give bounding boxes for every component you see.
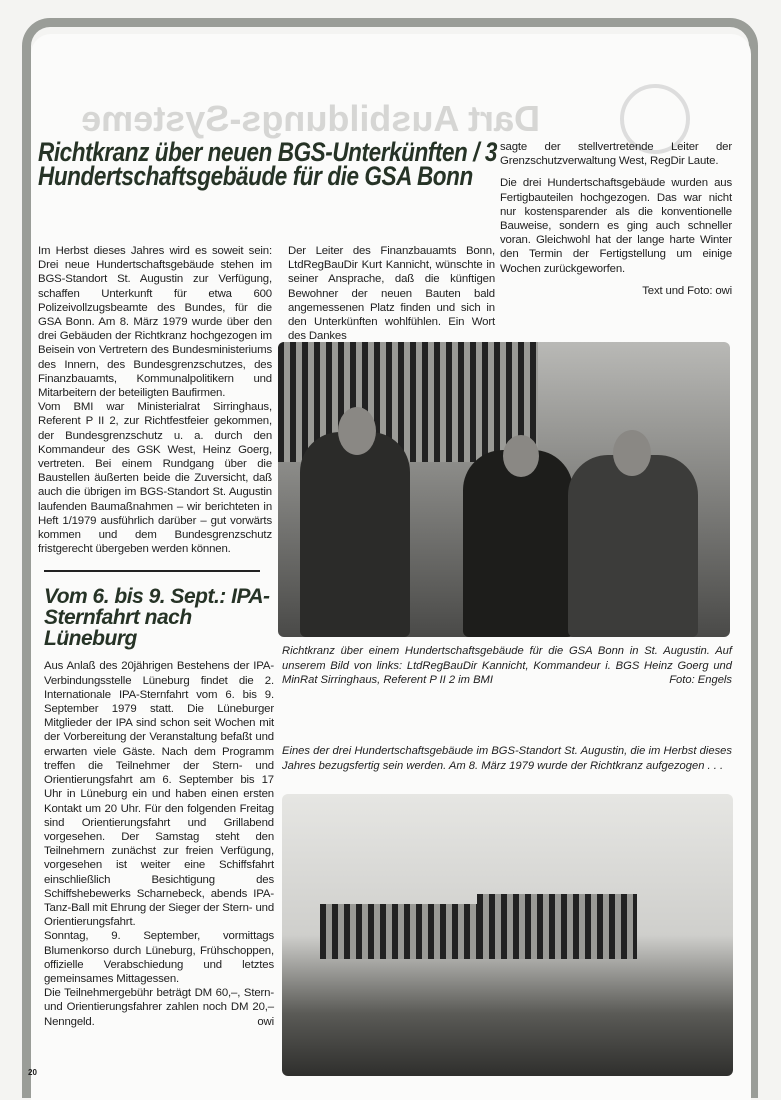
caption-text: Richtkranz über einem Hundertschaftsgebäude für die GSA Bonn in St. Augustin. Auf unserem Bild von links: LtdRegBauDir Kannicht, Kommandeur i. BGS Heinz Goerg und MinRat Sirringhaus, Referent P II 2 im BMI [282, 645, 732, 687]
photo-credit: Text und Foto: owi [642, 284, 732, 297]
divider [44, 570, 260, 572]
paragraph: Im Herbst dieses Jahres wird es soweit sein: Drei neue Hundertschaftsgebäude stehen im BGS-Standort St. Augustin zur Verfügung, schaffen Unterkunft für etwa 600 Polizeivollzugsbeamte des Bundes, für die GSA Bonn. Am 8. März 1979 wurde über den drei Gebäuden der Richtkranz hochgezogen im Beisein von Vertretern des Bundesministeriums des Innern, des Bundesgrenzschutzes, des Finanzbauamts, Kommunalpolitikern und Mitarbeitern der beteiligten Baufirmen. [38, 245, 272, 400]
page-number: 20 [28, 1068, 37, 1077]
paragraph: Die drei Hundertschaftsgebäude wurden aus Fertigbauteilen hochgezogen. Das war nicht nur kostensparender als die konventionelle Bauweise, sondern es ging auch schneller voran. Gleichwohl hat der lange harte Winter den Termin der Fertigstellung um einige Wochen zurückgeworfen. [500, 177, 732, 275]
article-headline: Vom 6. bis 9. Sept.: IPA-Sternfahrt nach Lüneburg [44, 585, 270, 651]
photo-caption: Eines der drei Hundertschaftsgebäude im BGS-Standort St. Augustin, die im Herbst dieses Jahres bezugsfertig sein werden. Am 8. März 1979 wurde der Richtkranz aufgezogen . . . [282, 745, 732, 772]
photo-officials-at-construction-site [278, 342, 730, 637]
paragraph: Sonntag, 9. September, vormittags Blumenkorso durch Lüneburg, Frühschoppen, offizielle Verabschiedung und letztes gemeinsames Mittagessen. [44, 930, 274, 985]
article-column-3 [500, 140, 732, 298]
article-headline: Richtkranz über neuen BGS-Unterkünften / 3 Hundertschaftsgebäude für die GSA Bonn [38, 137, 497, 191]
person-figure [300, 432, 410, 637]
paragraph: Der Leiter des Finanzbauamts Bonn, LtdRegBauDir Kurt Kannicht, wünschte in seiner Ansprache, daß die künftigen Bewohner der neuen Bauten bald angemessenen Platz finden und sich in den Unterkünften wohlfühlen. Ein Wort des Dankes [288, 245, 495, 343]
paragraph: Aus Anlaß des 20jährigen Bestehens der IPA-Verbindungsstelle Lüneburg findet die 2. Internationale IPA-Sternfahrt vom 6. bis 9. September 1979 statt. Die Lüneburger Mitglieder der IPA sind schon seit Wochen mit der Vorbereitung der Veranstaltung befaßt und erwarten viele Gäste. Nach dem Programm treffen die Teilnehmer der Stern- und Orientierungsfahrt am 6. September bis 17 Uhr in Lüneburg ein und haben einen ersten Kontakt um 20 Uhr. Für den folgenden Freitag sind Orientierungsfahrt und Grillabend vorgesehen. Der Samstag steht den Teilnehmern zunächst zur freien Verfügung, vorgesehen ist weiter eine Schiffsfahrt einschließlich Besichtigung des Schiffshebewerks Scharnebeck, abends IPA-Tanz-Ball mit Ehrung der Sieger der Stern- und Orientierungsfahrt. [44, 660, 274, 929]
article-column-2 [288, 244, 495, 343]
person-head [503, 435, 539, 477]
show-through-watermark: Dart Ausbildungs-Systeme [81, 98, 540, 139]
photo-building [282, 794, 733, 1076]
person-figure [568, 455, 698, 637]
article-column-1 [38, 244, 272, 556]
person-head [613, 430, 651, 476]
paragraph-text: Die Teilnehmergebühr beträgt DM 60,–, Stern- und Orientierungsfahrer zahlen noch DM 20,– Nenngeld. [44, 987, 274, 1028]
paragraph: Vom BMI war Ministerialrat Sirringhaus, Referent P II 2, zur Richtfestfeier gekommen, der Bundesgrenzschutz u. a. durch den Kommandeur des GSK West, Heinz Goerg, vertreten. Bei einem Rundgang über die Baustellen äußerten beide die Zuversicht, daß auch die übrigen im BGS-Standort St. Augustin laufenden Baumaßnahmen – wir berichteten in Heft 1/1979 ausführlich darüber – gut vorwärts kommen und dem Bundesgrenzschutz fristgerecht übergeben werden können. [38, 401, 272, 556]
article-2-body [44, 659, 274, 1028]
photo-caption [282, 644, 732, 688]
author-signature: owi [257, 1015, 274, 1028]
person-figure [463, 450, 573, 637]
building-illustration [320, 904, 480, 959]
paragraph: sagte der stellvertretende Leiter der Grenzschutzverwaltung West, RegDir Laute. [500, 141, 732, 168]
paragraph [44, 986, 274, 1029]
person-head [338, 407, 376, 455]
caption-credit: Foto: Engels [669, 674, 732, 687]
left-column-stack [38, 244, 274, 1029]
building-illustration [477, 894, 637, 959]
